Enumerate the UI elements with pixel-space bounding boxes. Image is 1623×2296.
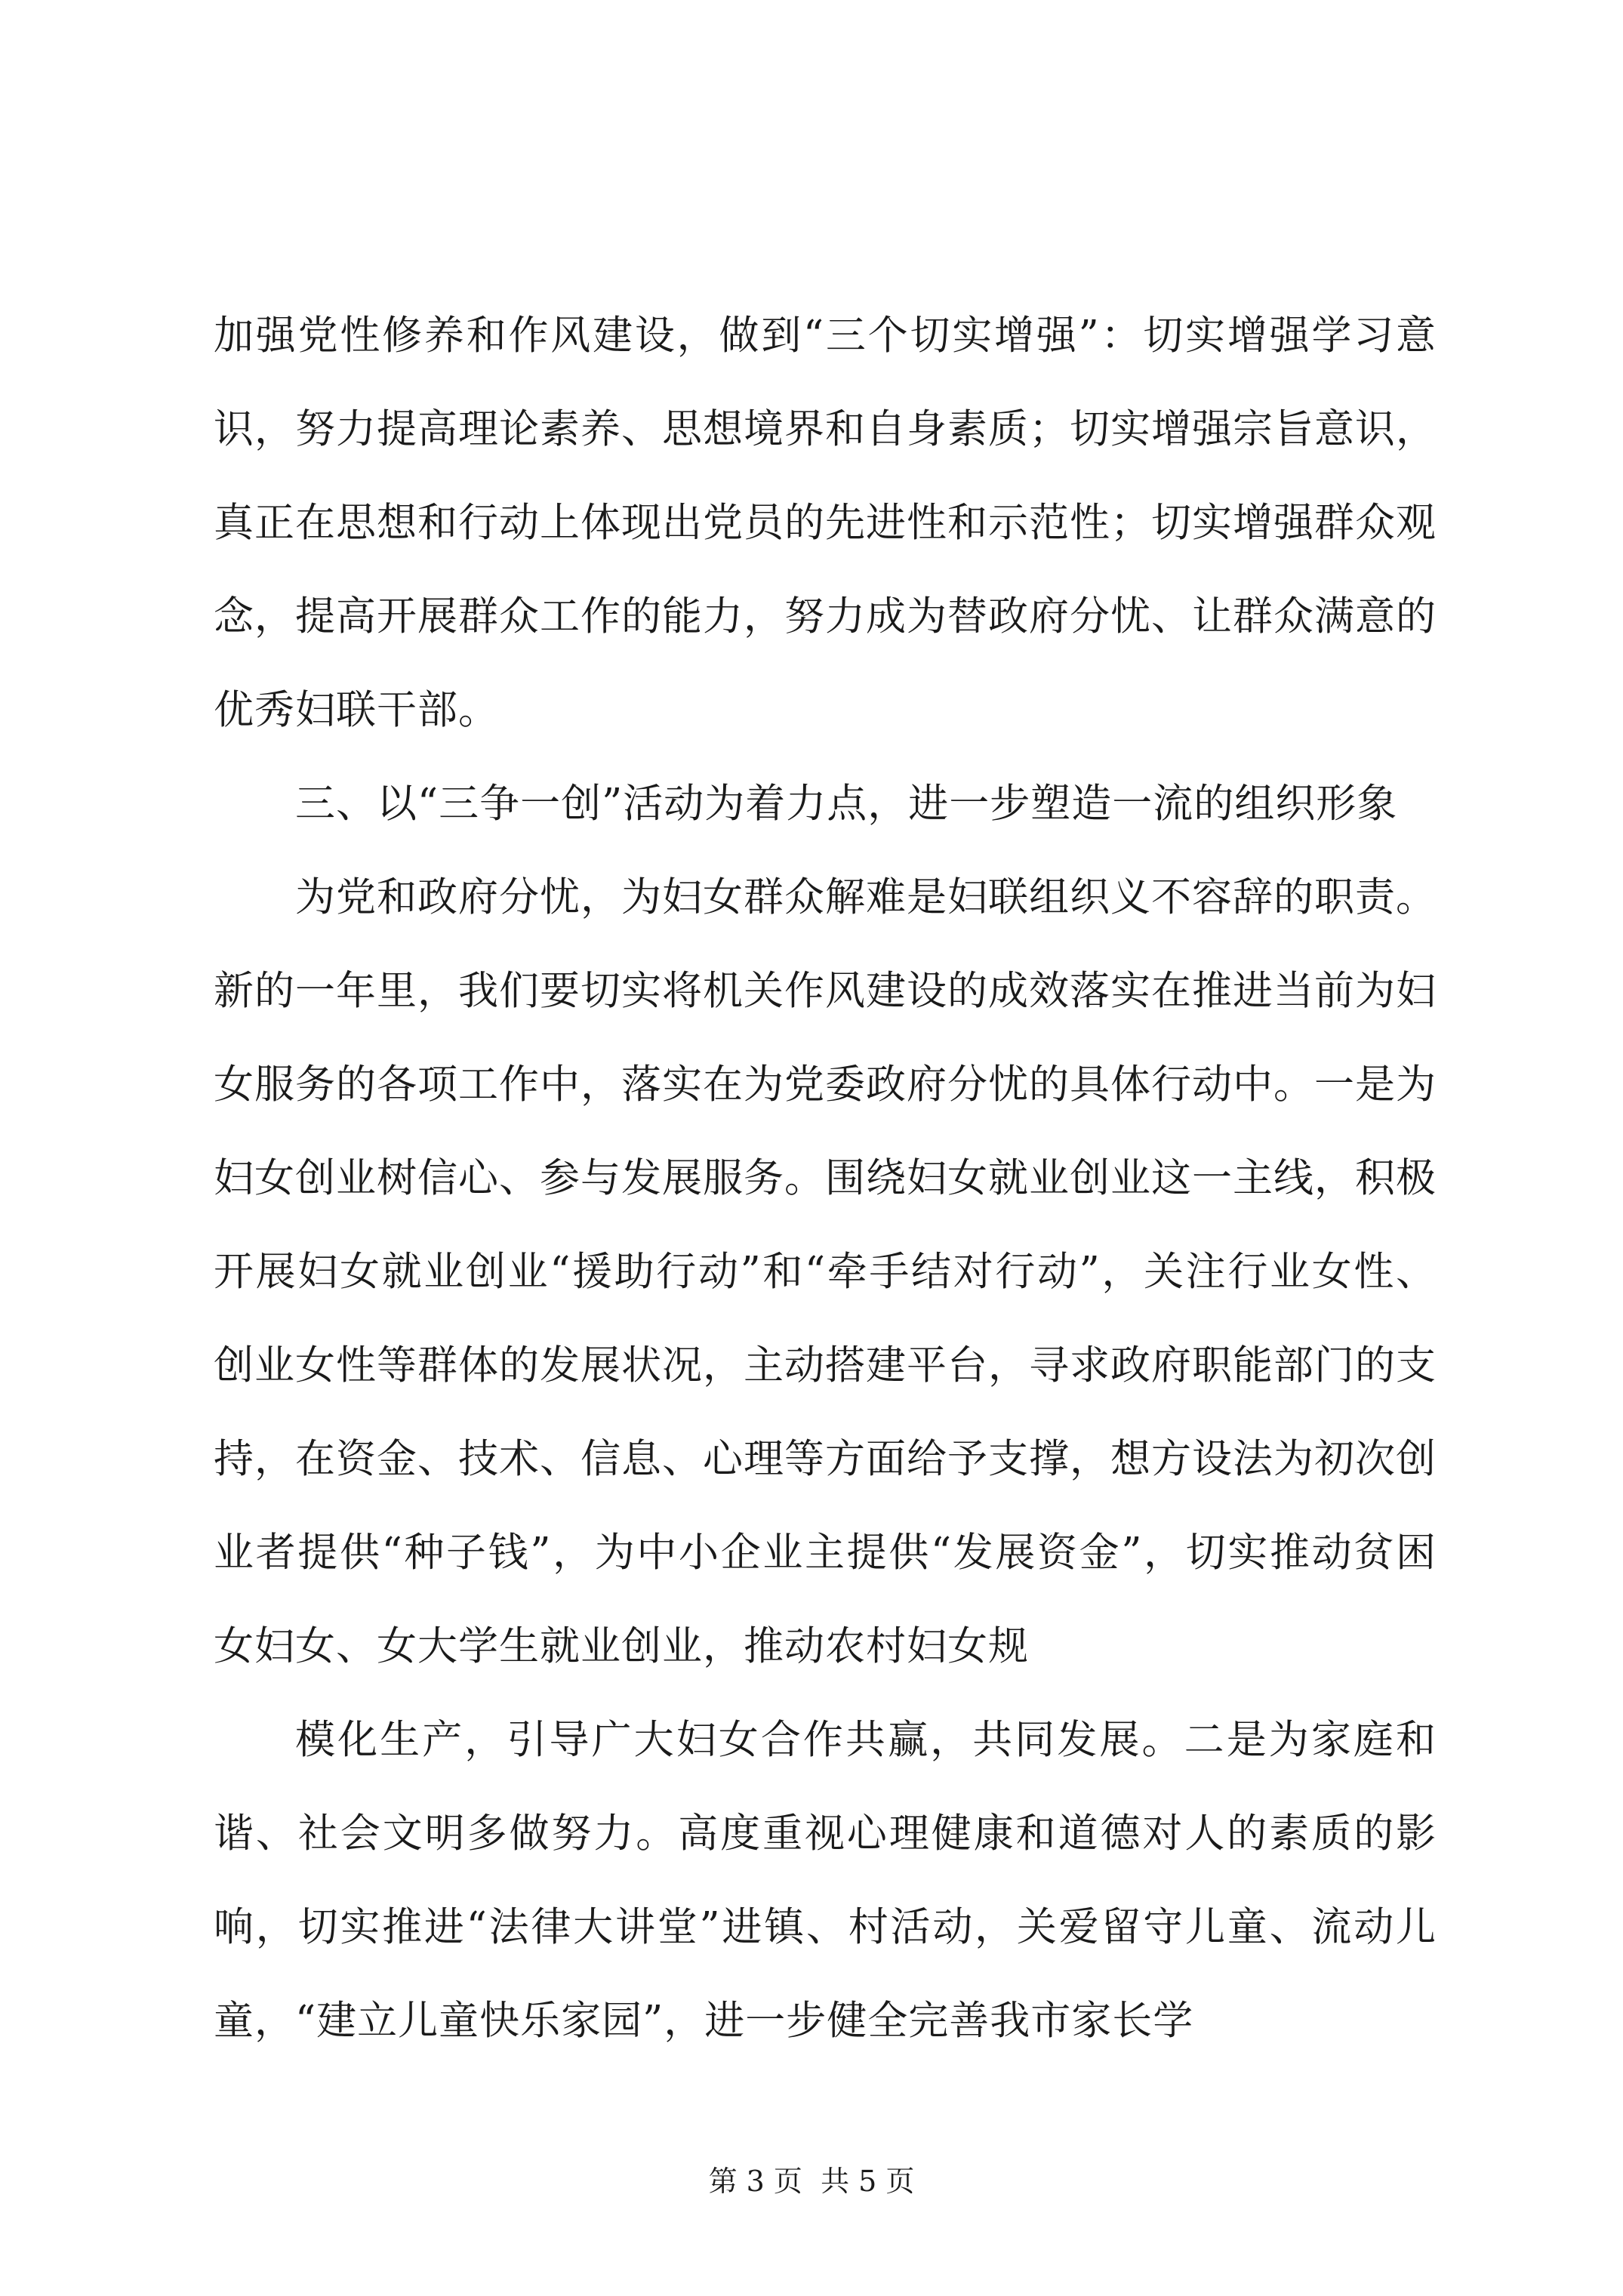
- paragraph-family-harmony: 模化生产，引导广大妇女合作共赢，共同发展。二是为家庭和谐、社会文明多做努力。高度重视心理健康和道德对人的素质的影响，切实推进“法律大讲堂”进镇、村活动，关爱留守儿童、流动儿童，“建立儿童快乐家园”，进一步健全完善我市家长学: [214, 1717, 1437, 2044]
- page-footer: [0, 2163, 1623, 2199]
- section-heading-three: 三、以“三争一创”活动为着力点，进一步塑造一流的组织形象: [295, 781, 1398, 827]
- paragraph-party-spirit: 加强党性修养和作风建设，做到“三个切实增强”：切实增强学习意识，努力提高理论素养、思想境界和自身素质；切实增强宗旨意识，真正在思想和行动上体现出党员的先进性和示范性；切实增强群众观念，提高开展群众工作的能力，努力成为替政府分忧、让群众满意的优秀妇联干部。: [214, 313, 1437, 733]
- paragraph-women-entrepreneurship: 为党和政府分忧，为妇女群众解难是妇联组织义不容辞的职责。新的一年里，我们要切实将机关作风建设的成效落实在推进当前为妇女服务的各项工作中，落实在为党委政府分忧的具体行动中。一是为妇女创业树信心、参与发展服务。围绕妇女就业创业这一主线，积极开展妇女就业创业“援助行动”和“牵手结对行动”，关注行业女性、创业女性等群体的发展状况，主动搭建平台，寻求政府职能部门的支持，在资金、技术、信息、心理等方面给予支撑，想方设法为初次创业者提供“种子钱”，为中小企业主提供“发展资金”，切实推动贫困女妇女、女大学生就业创业，推动农村妇女规: [214, 874, 1437, 1669]
- page-number-label: 第 3 页 共 5 页: [708, 2165, 915, 2198]
- document-body: [214, 289, 1437, 2068]
